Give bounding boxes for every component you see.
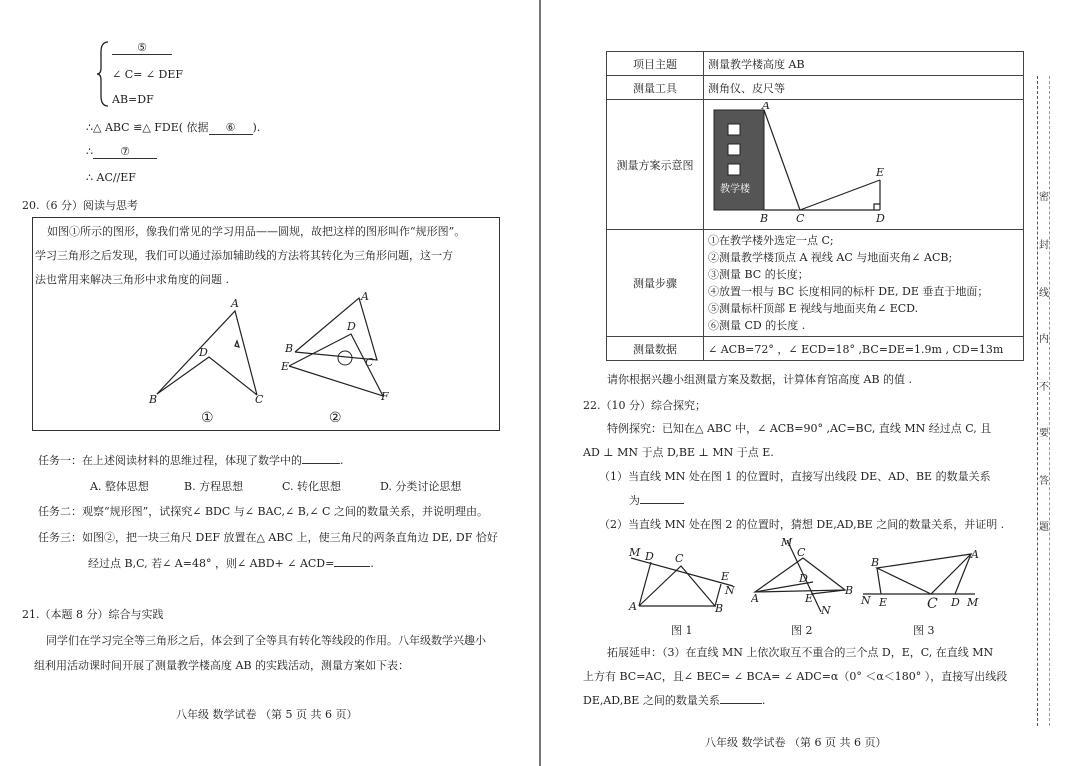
q22-figure-2 xyxy=(751,536,861,616)
step: ①在教学楼外选定一点 C; xyxy=(708,234,834,247)
q22-heading: 22.（10 分）综合探究； xyxy=(583,399,706,412)
q21-question: 请你根据兴趣小组测量方案及数据，计算体育馆高度 AB 的值 . xyxy=(607,373,913,386)
q22-intro: 特例探究：已知在△ ABC 中，∠ ACB=90° ,AC=BC, 直线 MN 经过点 C, 且 xyxy=(607,422,992,435)
building-label: 教学楼 xyxy=(720,184,750,195)
footer-left: 八年级 数学试卷 （第 5 页 共 6 页） xyxy=(176,708,358,721)
task-3-cont: 经过点 B,C, 若∠ A=48° ，则∠ ABD+ ∠ ACD= . xyxy=(88,557,374,570)
step: ⑤测量标杆顶部 E 视线与地面夹角∠ ECD. xyxy=(708,302,919,315)
proof-line-c: ∠ C= ∠ DEF xyxy=(112,68,184,81)
proof-conclusion: ∴△ ABC ≌△ FDE( 依据 ⑥ ). xyxy=(86,121,261,134)
q22-figure-1 xyxy=(627,544,737,614)
q22-intro-cont: AD ⊥ MN 于点 D,BE ⊥ MN 于点 E. xyxy=(583,446,774,459)
option-d: D. 分类讨论思想 xyxy=(380,480,462,493)
svg-text:B: B xyxy=(845,584,854,597)
svg-text:M: M xyxy=(967,596,979,609)
fig-caption: 图 1 xyxy=(671,624,693,637)
svg-text:A: A xyxy=(629,600,637,613)
row-label: 测量步骤 xyxy=(607,230,704,337)
q22-extension: 拓展延申：（3）在直线 MN 上依次取互不重合的三个点 D，E，C, 在直线 MN xyxy=(607,646,994,659)
step: ⑥测量 CD 的长度 . xyxy=(708,319,806,332)
q22-figure-3 xyxy=(859,546,985,616)
q22-part-2: （2）当直线 MN 处在图 2 的位置时，猜想 DE,AD,BE 之间的数量关系，并证明 . xyxy=(599,518,1005,531)
svg-text:D: D xyxy=(199,346,208,359)
scheme-diagram xyxy=(708,102,888,224)
step: ④放置一根与 BC 长度相同的标杆 DE, DE 垂直于地面； xyxy=(708,285,989,298)
figure-1 xyxy=(143,293,273,405)
row-label: 测量工具 xyxy=(607,76,704,100)
seal-line xyxy=(1049,76,1051,726)
row-value: 测角仪、皮尺等 xyxy=(704,76,1024,100)
reading-line: 学习三角形之后发现，我们可以通过添加辅助线的方法将其转化为三角形问题，这一方 xyxy=(35,249,453,262)
svg-text:B: B xyxy=(285,342,294,355)
scheme-diagram-cell xyxy=(704,100,1024,230)
reading-line: 法也常用来解决三角形中求角度的问题 . xyxy=(35,273,229,286)
svg-text:N: N xyxy=(725,584,735,597)
option-c: C. 转化思想 xyxy=(282,480,342,493)
proof-final: ∴ AC//EF xyxy=(86,171,136,184)
q22-part-1: （1）当直线 MN 处在图 1 的位置时，直接写出线段 DE、AD、BE 的数量关系 xyxy=(599,470,991,483)
svg-text:C: C xyxy=(796,212,805,224)
svg-text:E: E xyxy=(876,166,885,179)
svg-text:A: A xyxy=(361,290,369,303)
svg-text:E: E xyxy=(721,570,730,583)
fig-caption: 图 3 xyxy=(913,624,935,637)
proof-therefore: ∴ ⑦ xyxy=(86,145,157,159)
figure-2-label: ② xyxy=(329,410,342,426)
svg-text:B: B xyxy=(715,602,724,614)
svg-text:B: B xyxy=(871,556,880,569)
svg-text:E: E xyxy=(879,596,888,609)
steps-cell xyxy=(704,230,1024,337)
option-a: A. 整体思想 xyxy=(90,480,149,493)
svg-text:C: C xyxy=(927,596,938,612)
figure-1-label: ① xyxy=(201,410,214,426)
svg-text:D: D xyxy=(347,320,356,333)
svg-text:A: A xyxy=(971,548,979,561)
svg-text:C: C xyxy=(255,393,264,405)
q21-line: 组利用活动课时间开展了测量教学楼高度 AB 的实践活动，测量方案如下表： xyxy=(34,659,410,672)
svg-text:M: M xyxy=(629,546,641,559)
fig-caption: 图 2 xyxy=(791,624,813,637)
task-2: 任务二：观察“规形图”，试探究∠ BDC 与∠ BAC,∠ B,∠ C 之间的数量关系，并说明理由。 xyxy=(38,505,488,518)
svg-text:D: D xyxy=(876,212,885,224)
proof-line-ab: AB=DF xyxy=(112,93,154,106)
svg-text:B: B xyxy=(149,393,158,405)
svg-text:E: E xyxy=(805,592,814,605)
q22-extension-end: DE,AD,BE 之间的数量关系 . xyxy=(583,694,766,707)
page-6: 项目主题 测量教学楼高度 AB 测量工具 测角仪、皮尺等 测量方案示意图 教学楼 A B C D E 测量步骤 ①在教学楼外选定一点 C; ②测量教学楼顶点 A 视线 AC 与地面夹角∠ ACB; ③测量 BC 的长度； ④放置一根与 BC 长度相同的标杆 DE, DE 垂直于地面； ⑤测量标杆顶部 E 视线与地面夹角∠ ECD. ⑥测量 CD 的长度 . 测量数据 ∠ ACB=72° ，∠ ECD=18° ,BC=DE=1.9m , CD=13m 请你根据兴趣小组测量方案及数据，计算体育馆高度 AB 的值 . 22.（10 分）综合探究； 特例探究：已知在△ ABC 中，∠ ACB=90° ,AC=BC, 直线 MN 经过点 C, 且 AD ⊥ MN 于点 D,BE ⊥ MN 于点 E. （1）当直线 MN 处在图 1 的位置时，直接写出线段 DE、AD、BE 的数量关系 为 （2）当直线 MN 处在图 2 的位置时，猜想 DE,AD,BE 之间的数量关系，并证明 . M D C E N A B 图 1 M C A B D E N 图 2 B A N E C D M 图 3 拓展延申：（3）在直线 MN 上依次取互不重合的三个点 D，E，C, 在直线 MN 上方有 BC=AC，且∠ BEC= ∠ BCA= ∠ ADC=α（0° ＜α＜180° ），直接写出线段 DE,AD,BE 之间的数量关系 . 八年级 数学试卷 （第 6 页 共 6 页） 密 封 线 内 不 要 答 题 xyxy=(541,0,1080,766)
svg-text:C: C xyxy=(365,356,374,369)
q20-heading: 20.（6 分）阅读与思考 xyxy=(22,199,138,212)
reading-box xyxy=(32,217,500,431)
q22-part-1-cont: 为 xyxy=(629,492,684,508)
brace-icon xyxy=(96,40,110,108)
svg-text:A: A xyxy=(762,102,770,112)
q21-line: 同学们在学习完全等三角形之后，体会到了全等具有转化等线段的作用。八年级数学兴趣小 xyxy=(46,634,486,647)
row-label: 测量数据 xyxy=(607,337,704,361)
svg-text:E: E xyxy=(281,360,290,373)
q22-extension-cont: 上方有 BC=AC，且∠ BEC= ∠ BCA= ∠ ADC=α（0° ＜α＜180° ），直接写出线段 xyxy=(583,670,1008,683)
figure-2 xyxy=(281,290,411,402)
svg-text:A: A xyxy=(751,592,759,605)
svg-text:A: A xyxy=(231,297,239,310)
row-value: ∠ ACB=72° ，∠ ECD=18° ,BC=DE=1.9m , CD=13m xyxy=(704,337,1024,361)
row-label: 项目主题 xyxy=(607,52,704,76)
svg-text:M: M xyxy=(781,536,793,549)
task-3: 任务三：如图②，把一块三角尺 DEF 放置在△ ABC 上，使三角尺的两条直角边 DE, DF 恰好 xyxy=(38,531,498,544)
footer-right: 八年级 数学试卷 （第 6 页 共 6 页） xyxy=(705,736,887,749)
reading-line: 如图①所示的图形，像我们常见的学习用品——圆规，故把这样的图形叫作“规形图”。 xyxy=(47,225,466,238)
step: ②测量教学楼顶点 A 视线 AC 与地面夹角∠ ACB; xyxy=(708,251,953,264)
seal-line xyxy=(1037,76,1040,726)
option-b: B. 方程思想 xyxy=(184,480,244,493)
svg-text:B: B xyxy=(760,212,769,224)
step: ③测量 BC 的长度； xyxy=(708,268,809,281)
svg-text:D: D xyxy=(951,596,960,609)
row-label: 测量方案示意图 xyxy=(607,100,704,230)
svg-text:D: D xyxy=(799,572,808,585)
svg-text:N: N xyxy=(821,604,831,616)
svg-text:F: F xyxy=(381,390,389,402)
svg-text:C: C xyxy=(797,546,806,559)
svg-text:N: N xyxy=(861,594,871,607)
measurement-table xyxy=(606,51,1024,361)
svg-text:D: D xyxy=(645,550,654,563)
svg-text:C: C xyxy=(675,552,684,565)
blank-5: ⑤ xyxy=(112,41,172,55)
task-1: 任务一：在上述阅读材料的思维过程，体现了数学中的 . xyxy=(38,454,344,467)
row-value: 测量教学楼高度 AB xyxy=(704,52,1024,76)
q21-heading: 21.（本题 8 分）综合与实践 xyxy=(22,608,164,621)
